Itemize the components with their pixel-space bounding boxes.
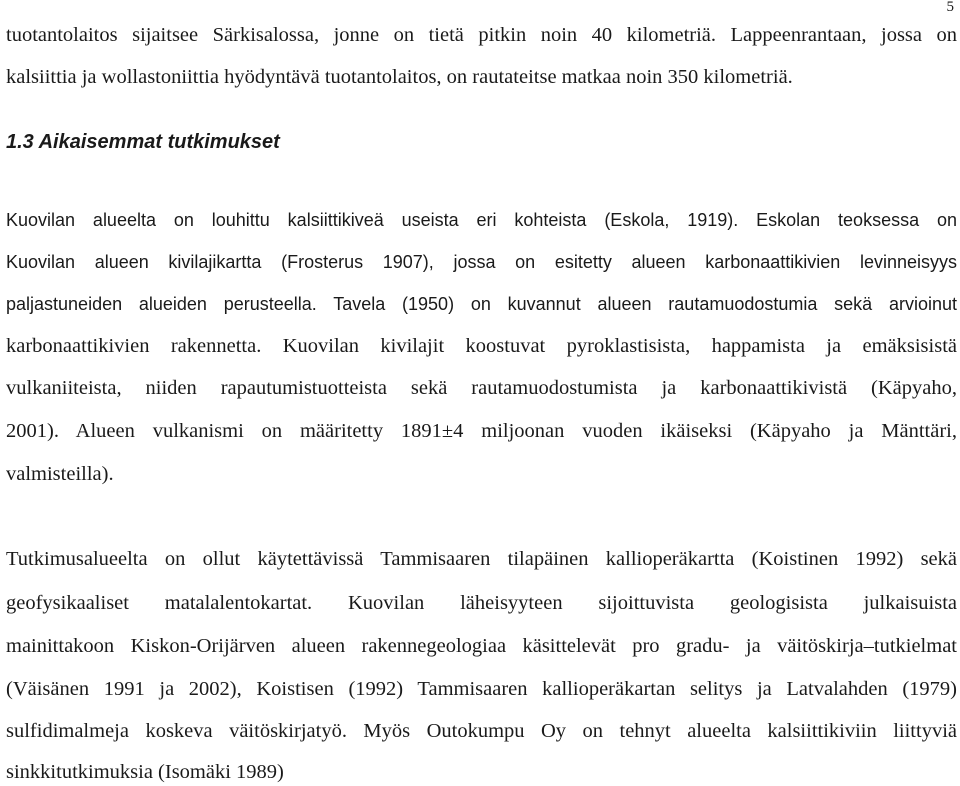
paragraph2-line-6: sinkkitutkimuksia (Isomäki 1989)	[6, 761, 284, 783]
section-heading: 1.3 Aikaisemmat tutkimukset	[6, 131, 280, 153]
paragraph1-line-2: Kuovilan alueen kivilajikartta (Frosterus 1907), jossa on esitetty alueen karbonaattikivien levinneisyys	[6, 252, 957, 272]
intro-line-2: kalsiittia ja wollastoniittia hyödyntävä tuotantolaitos, on rautateitse matkaa noin 350 kilometriä.	[6, 66, 793, 88]
paragraph1-line-1: Kuovilan alueelta on louhittu kalsiittikiveä useista eri kohteista (Eskola, 1919). Eskolan teoksessa on	[6, 210, 957, 230]
paragraph1-line-6: 2001). Alueen vulkanismi on määritetty 1891±4 miljoonan vuoden ikäiseksi (Käpyaho ja Mänttäri,	[6, 420, 957, 442]
paragraph2-line-2: geofysikaaliset matalalentokartat. Kuovilan läheisyyteen sijoittuvista geologisista julkaisuista	[6, 592, 957, 614]
paragraph1-line-5: vulkaniiteista, niiden rapautumistuotteista sekä rautamuodostumista ja karbonaattikivistä (Käpyaho,	[6, 377, 957, 399]
paragraph2-line-4: (Väisänen 1991 ja 2002), Koistisen (1992) Tammisaaren kallioperäkartan selitys ja Latvalahden (1979)	[6, 678, 957, 700]
paragraph1-line-7: valmisteilla).	[6, 463, 114, 485]
page-number: 5	[946, 0, 954, 15]
intro-line-1: tuotantolaitos sijaitsee Särkisalossa, jonne on tietä pitkin noin 40 kilometriä. Lappeenrantaan, jossa on	[6, 24, 957, 46]
paragraph1-line-3: paljastuneiden alueiden perusteella. Tavela (1950) on kuvannut alueen rautamuodostumia sekä arvioinut	[6, 294, 957, 314]
paragraph2-line-3: mainittakoon Kiskon-Orijärven alueen rakennegeologiaa käsittelevät pro gradu- ja väitöskirja–tutkielmat	[6, 635, 957, 657]
paragraph2-line-1: Tutkimusalueelta on ollut käytettävissä Tammisaaren tilapäinen kallioperäkartta (Koistinen 1992) sekä	[6, 548, 957, 570]
paragraph1-line-4: karbonaattikivien rakennetta. Kuovilan kivilajit koostuvat pyroklastisista, happamista ja emäksisistä	[6, 335, 957, 357]
paragraph2-line-5: sulfidimalmeja koskeva väitöskirjatyö. Myös Outokumpu Oy on tehnyt alueelta kalsiittikiviin liittyviä	[6, 720, 957, 742]
